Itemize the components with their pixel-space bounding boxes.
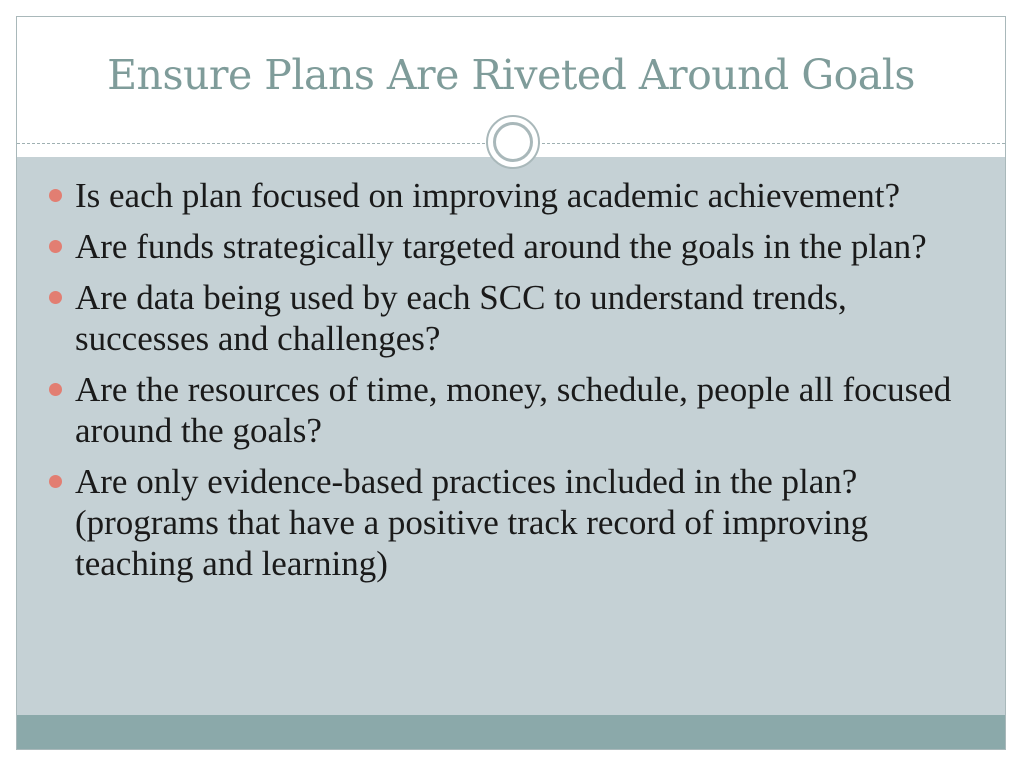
bullet-item: [47, 175, 977, 216]
bullet-list: [47, 175, 977, 594]
bullet-dot-icon: [49, 291, 62, 304]
footer-band: [17, 715, 1005, 749]
bullet-dot-icon: [49, 383, 62, 396]
bullet-dot-icon: [49, 475, 62, 488]
bullet-item: [47, 369, 977, 451]
bullet-item: [47, 226, 977, 267]
bullet-dot-icon: [49, 240, 62, 253]
circle-ornament-icon: [486, 115, 540, 169]
bullet-text: Are funds strategically targeted around the goals in the plan?: [75, 227, 927, 266]
bullet-dot-icon: [49, 189, 62, 202]
bullet-text: Is each plan focused on improving academic achievement?: [75, 176, 901, 215]
circle-ornament-inner: [493, 122, 533, 162]
slide-title: Ensure Plans Are Riveted Around Goals: [107, 51, 915, 99]
bullet-item: [47, 277, 977, 359]
bullet-item: [47, 461, 977, 584]
bullet-text: Are only evidence-based practices included in the plan? (programs that have a positive track record of improving teaching and learning): [75, 462, 869, 583]
slide: [16, 16, 1006, 750]
bullet-text: Are data being used by each SCC to understand trends, successes and challenges?: [75, 278, 847, 358]
bullet-text: Are the resources of time, money, schedule, people all focused around the goals?: [75, 370, 952, 450]
